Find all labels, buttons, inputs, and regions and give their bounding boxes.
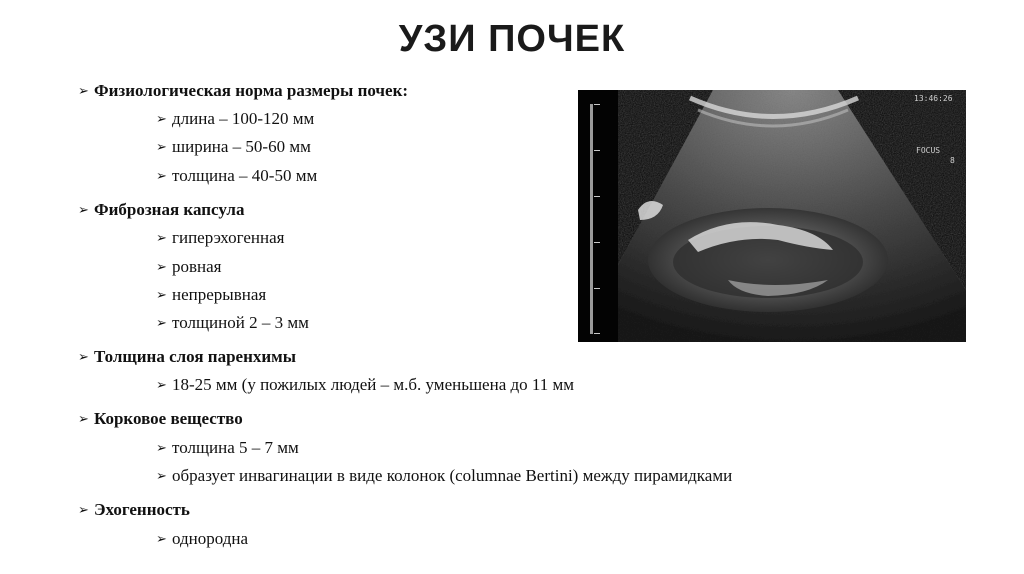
list-item <box>156 137 311 158</box>
heading-text: Фиброзная капсула <box>94 200 245 219</box>
heading-text: Эхогенность <box>94 500 190 519</box>
item-text: 18-25 мм (у пожилых людей – м.б. уменьшена до 11 мм <box>172 375 575 394</box>
list-item <box>156 466 732 487</box>
arrow-bullet-icon: ➢ <box>156 112 167 127</box>
slide-title: УЗИ ПОЧЕК <box>398 18 626 60</box>
focus-value: 8 <box>950 156 955 165</box>
list-item <box>156 529 248 550</box>
arrow-bullet-icon: ➢ <box>156 532 167 547</box>
heading-text: Толщина слоя паренхимы <box>94 347 297 366</box>
section-heading-parenchyma <box>78 347 296 368</box>
item-text: толщина 5 – 7 мм <box>172 438 299 457</box>
section-heading-kidney-size <box>78 81 408 102</box>
arrow-bullet-icon: ➢ <box>78 84 89 99</box>
arrow-bullet-icon: ➢ <box>78 503 89 518</box>
arrow-bullet-icon: ➢ <box>78 412 89 427</box>
arrow-bullet-icon: ➢ <box>156 316 167 331</box>
list-item <box>156 228 284 249</box>
arrow-bullet-icon: ➢ <box>78 203 89 218</box>
section-heading-fibrous-capsule <box>78 200 244 221</box>
arrow-bullet-icon: ➢ <box>156 441 167 456</box>
arrow-bullet-icon: ➢ <box>156 469 167 484</box>
item-text: длина – 100-120 мм <box>172 109 315 128</box>
item-text: толщиной 2 – 3 мм <box>172 313 309 332</box>
scan-time-label: 13:46:26 <box>914 94 953 103</box>
ultrasound-scan-graphic <box>578 90 966 342</box>
heading-text: Корковое вещество <box>94 409 243 428</box>
arrow-bullet-icon: ➢ <box>156 260 167 275</box>
item-text: гиперэхогенная <box>172 228 285 247</box>
list-item <box>156 166 317 187</box>
list-item <box>156 285 266 306</box>
list-item <box>156 438 299 459</box>
arrow-bullet-icon: ➢ <box>156 169 167 184</box>
list-item <box>156 375 574 396</box>
arrow-bullet-icon: ➢ <box>156 378 167 393</box>
focus-label: FOCUS <box>916 146 941 155</box>
list-item <box>156 109 314 130</box>
section-heading-echogenicity <box>78 500 190 521</box>
item-text: ширина – 50-60 мм <box>172 137 311 156</box>
kidney-ultrasound-image <box>578 90 966 342</box>
item-text: образует инвагинации в виде колонок (columnae Bertini) между пирамидками <box>172 466 733 485</box>
section-heading-cortex <box>78 409 243 430</box>
heading-text: Физиологическая норма размеры почек: <box>94 81 409 100</box>
item-text: ровная <box>172 257 222 276</box>
item-text: непрерывная <box>172 285 267 304</box>
arrow-bullet-icon: ➢ <box>156 288 167 303</box>
item-text: однородна <box>172 529 249 548</box>
item-text: толщина – 40-50 мм <box>172 166 318 185</box>
arrow-bullet-icon: ➢ <box>156 231 167 246</box>
list-item <box>156 257 222 278</box>
list-item <box>156 313 309 334</box>
arrow-bullet-icon: ➢ <box>78 350 89 365</box>
arrow-bullet-icon: ➢ <box>156 140 167 155</box>
